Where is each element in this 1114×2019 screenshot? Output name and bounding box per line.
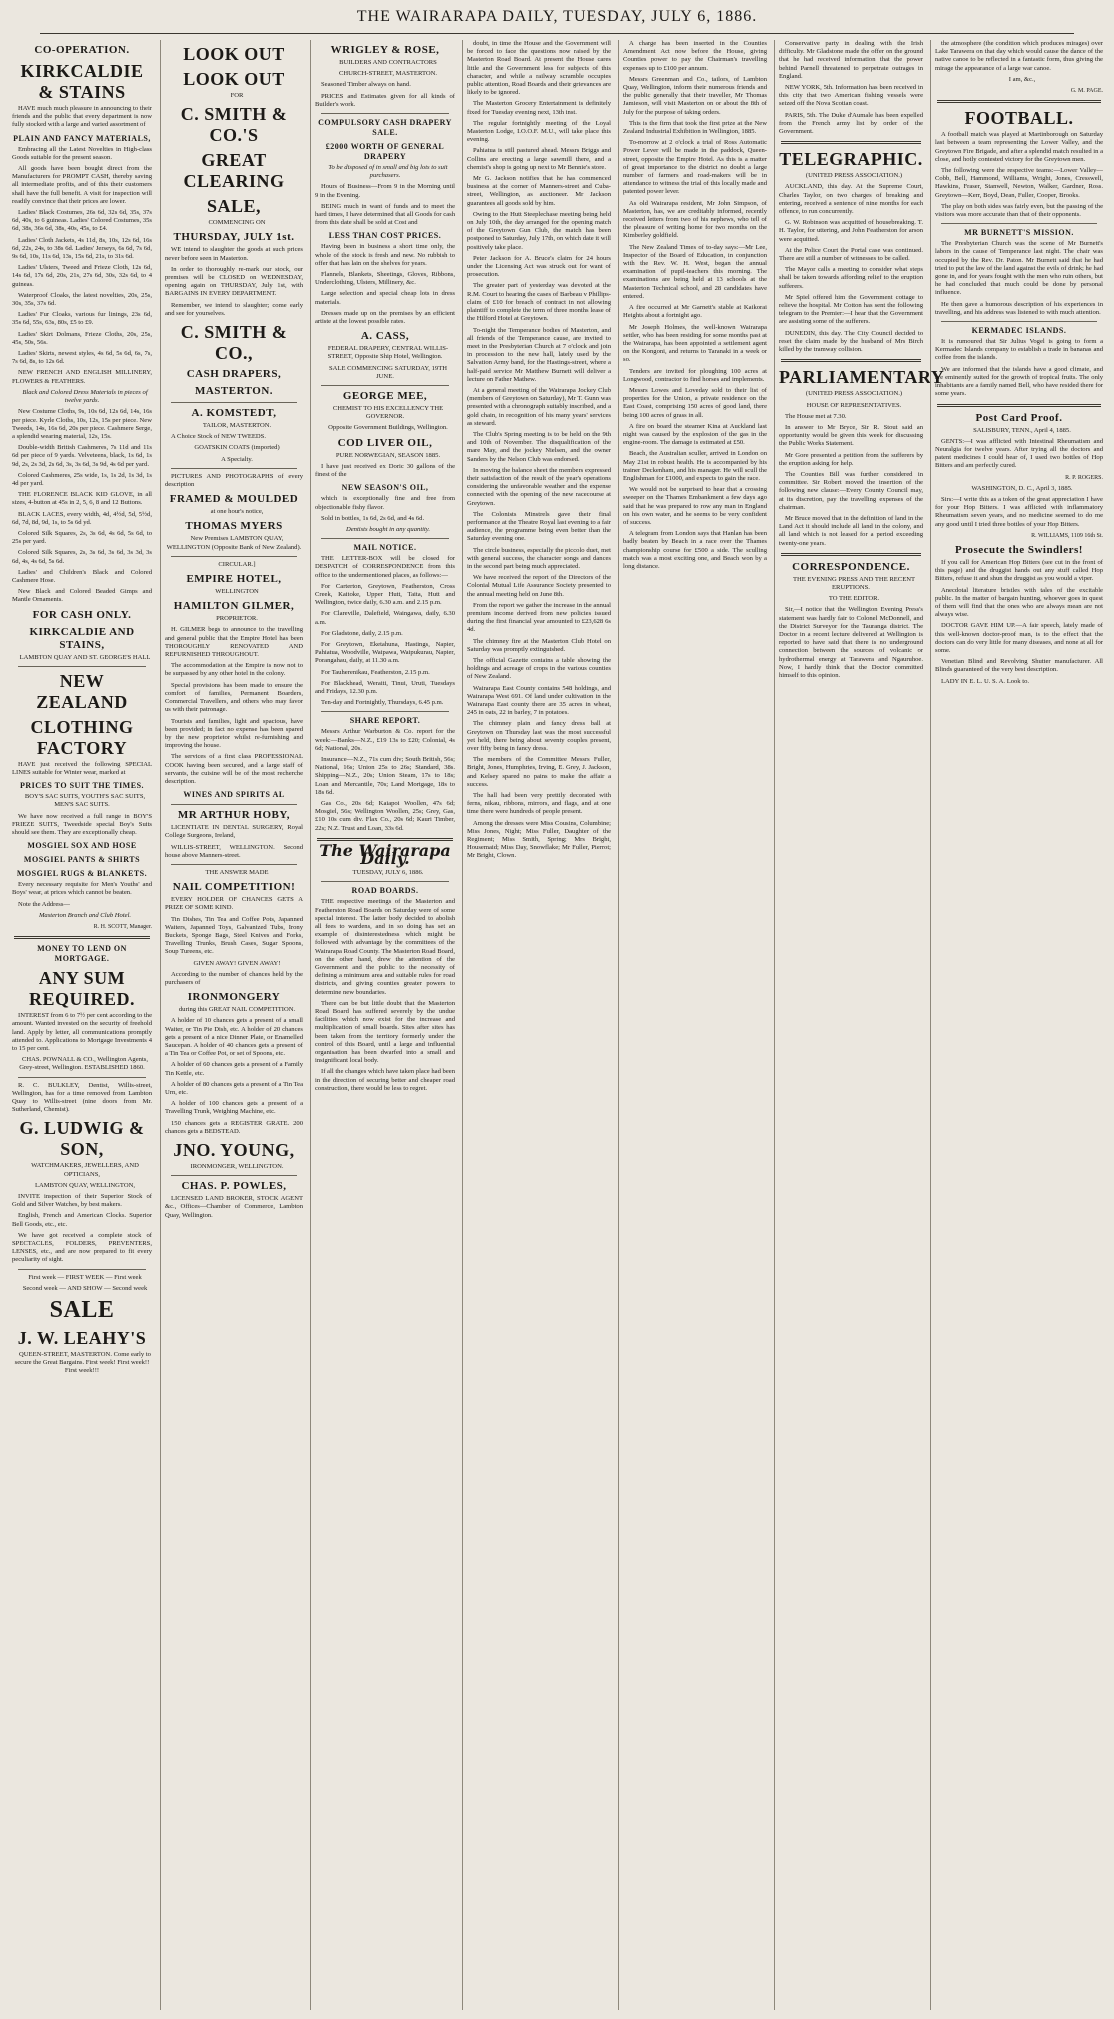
article-text: The Counties Bill was further considered in committee. Sir Robert moved the insertion of the following new clause:—Every County Council may, at its discretion, pay the travelling expenses of the chairman.: [779, 470, 923, 511]
ad-text: Ladies' Skirt Dolmans, Frieze Cloths, 20s, 25s, 45s, 50s, 56s.: [12, 330, 152, 346]
ad-text: at one hour's notice,: [210, 508, 264, 516]
article-text: From the report we gather the increase in the annual premium income derived from new policies issued during the first financial year amounted to £23,628 6s 4d.: [467, 601, 611, 634]
heading-arthur-hoby: MR ARTHUR HOBY,: [177, 809, 291, 822]
ad-text: QUEEN-STREET, MASTERTON. Come early to secure the Great Bargains. First week! First week!! First week!!!: [14, 1351, 151, 1375]
ad-text: Hours of Business—From 9 in the Morning until 9 in the Evening.: [315, 183, 455, 199]
article-text: The members of the Committee Messrs Fuller, Bright, Jones, Humphries, Irving, E. Grey, J. Jackson, and Kelsey spared no pains to make the affair a success.: [467, 756, 611, 788]
article-text: Mr Spiel offered him the Government cottage to relieve the hospital. Mr Cotton has sent the following telegram to the Premier:—I hear that the Government are assisting some of the sufferers.: [779, 293, 923, 326]
heading-leahy: J. W. LEAHY'S: [17, 1328, 147, 1349]
divider: [18, 1077, 146, 1078]
ad-text: We have got received a complete stock of SPECTACLES, FOLDERS, PREVENTERS, LENSES, etc., and are now prepared to fit every peculiarity of sight.: [12, 1231, 152, 1264]
divider: [321, 113, 449, 114]
ad-text: A holder of 10 chances gets a present of a small Waiter, or Tin Pie Dish, etc. A holder of 20 chances gets a present of a nice Dinner Plate, or Enamelled Saucepan. A holder of 40 chances gets a present of a Tin Tea or Coffee Pot, or set of Spoons, etc.: [165, 1017, 303, 1058]
article-text: R. WILLIAMS, 1109 16th St.: [1031, 532, 1103, 539]
heading-wrigley: WRIGLEY & ROSE,: [330, 44, 440, 56]
article-text: Owing to the Hutt Steeplechase meeting being held on July 10th, the day arranged for the opening match of the Greytown Gun Club, the match has been postponed to Saturday, July 17th, on which date it will positively take place.: [467, 210, 611, 251]
ad-text: Black and Colored Dress Materials in pieces of twelve yards.: [22, 388, 148, 405]
heading-football: FOOTBALL.: [964, 108, 1074, 129]
heading-share-report: SHARE REPORT.: [349, 716, 421, 726]
article-text: The official Gazette contains a table showing the holdings and acreage of crops in the various counties of New Zealand.: [467, 657, 611, 681]
heading-mosgiel-sox: MOSGIEL SOX AND HOSE: [27, 841, 137, 851]
ad-text: First week — FIRST WEEK — First week: [28, 1273, 142, 1281]
heading-prices: PRICES TO SUIT THE TIMES.: [19, 781, 145, 791]
article-text: The circle business, especially the piccolo duet, met with general success, the character songs and dances in the second part being much appreciated.: [467, 546, 611, 570]
heading-new-season-oil: NEW SEASON'S OIL,: [341, 483, 429, 493]
article-text: This is the firm that took the first prize at the New Zealand Industrial Exhibition in Wellington, 1885.: [623, 119, 767, 136]
ad-text: during this GREAT NAIL COMPETITION.: [178, 1006, 296, 1014]
ad-text: BUILDERS AND CONTRACTORS: [339, 59, 437, 66]
article-text: The hall had been very prettily decorated with ferns, nikau, ribbons, mirrors, and flags, and at one time there were hundreds of people present.: [467, 792, 611, 816]
ad-text: The services of a first class PROFESSIONAL COOK having been secured, and a large staff of servants, the cuisine will be of the most recherche description.: [165, 753, 303, 785]
ad-text: In order to thoroughly re-mark our stock, our premises will be CLOSED on WEDNESDAY, opening again on THURSDAY, July 1st, with BARGAINS IN EVERY DEPARTMENT.: [165, 265, 303, 298]
ad-text: BOY'S SAC SUITS, YOUTH'S SAC SUITS, MEN'S SAC SUITS.: [24, 793, 146, 809]
ad-text: A Specialty.: [221, 455, 253, 463]
article-text: The Mayor calls a meeting to consider what steps shall be taken towards affording relief to the eruption sufferers.: [779, 266, 923, 290]
ad-text: INVITE inspection of their Superior Stock of Gold and Silver Watches, by best makers.: [12, 1193, 152, 1209]
article-text: Beach, the Australian sculler, arrived in London on May 21st in robust health. He is accompanied by his trainer Deckenham, and his manager. He will scull the Englishman for £1000, and expects to gain the race.: [623, 450, 767, 482]
article-text: It is rumoured that Sir Julius Vogel is going to form a Kermadec Islands company to establish a trade in bananas and coffee from the islands.: [935, 338, 1103, 362]
ad-text: A Choice Stock of NEW TWEEDS.: [171, 433, 266, 441]
ad-text: New Premises LAMBTON QUAY, WELLINGTON (Opposite Bank of New Zealand).: [166, 535, 302, 551]
ad-text: Embracing all the Latest Novelties in High-class Goods suitable for the present season.: [12, 145, 152, 161]
article-text: I am, &c.,: [1008, 75, 1036, 83]
heading-powles: CHAS. P. POWLES,: [181, 1180, 287, 1193]
divider: [321, 385, 449, 386]
ad-text: LAMBTON QUAY AND ST. GEORGE'S HALL: [19, 653, 151, 661]
article-text: The regular fortnightly meeting of the Loyal Masterton Lodge, I.O.O.F. M.U., will take place this evening.: [467, 119, 611, 144]
ad-text: Colored Silk Squares, 2s, 3s 6d, 3s 6d, 3s 3d, 3s 6d, 4s, 4s 6d, 5s 6d.: [12, 549, 152, 565]
ad-text: Waterproof Cloaks, the latest novelties, 20s, 25s, 30s, 35s, 37s 6d.: [12, 291, 152, 308]
heading-co-operation: CO-OPERATION.: [34, 44, 130, 56]
ad-text: Masterton Branch and Club Hotel.: [38, 911, 132, 919]
heading-jno-young: JNO. YOUNG,: [173, 1140, 295, 1161]
ad-text: A holder of 80 chances gets a present of a Tin Tea Urn, etc.: [165, 1080, 303, 1096]
ad-text: WILLIS-STREET, WELLINGTON. Second house above Manners-street.: [165, 843, 303, 859]
article-text: A football match was played at Martinborough on Saturday last between a team representing the Lower Valley, and the Greytown Fire Brigade, and after a splendid match resulted in a close, and hotly contested victory for the Greytown men.: [935, 131, 1103, 163]
ad-text: Ladies' Cloth Jackets, 4s 11d, 8s, 10s, 12s 6d, 16s 6d, 22s, 24s, to 38s 6d. Ladies' Jerseys, 6s 6d, 7s 6d, 9s 6d, 10s, 11s 6d, 13s, 15s 6d, 21s, to 31s 6d.: [12, 236, 152, 261]
article-text: NEW YORK, 5th. Information has been received in this city that two American fishing vessels were seized off the Nova Scotian coast.: [779, 84, 923, 108]
article-text: The House met at 7.30.: [785, 412, 847, 420]
article-text: (UNITED PRESS ASSOCIATION.): [805, 172, 903, 180]
ad-text: COMMENCING ON: [208, 219, 266, 227]
article-text: Among the dresses were Miss Cousins, Columbine; Miss Jones, Night; Miss Fuller, Daughter of the Regiment; Miss Smith, Spring; Mrs Bright, Housemaid; Miss Day, Snowflake; Mr Fuller, Pierrot; Mr Bright, Clown.: [467, 819, 611, 860]
divider: [941, 223, 1097, 224]
divider: [321, 881, 449, 882]
column-3: [310, 40, 459, 2010]
ad-text: BEING much in want of funds and to meet the hard times, I have determined that all Goods for cash from this date shall be sold at Cost and: [315, 202, 455, 227]
heading-any-sum: ANY SUM REQUIRED.: [28, 968, 135, 1010]
ad-text: Ladies' Black Costumes, 26s 6d, 32s 6d, 35s, 37s 6d, 40s, to 6 guineas. Ladies' Colored Costumes, 35s 6d, 38s, 36s 6d, 38s, 40s, 45s, to £4.: [12, 209, 152, 233]
article-text: Anecdotal literature bristles with tales of the excitable public. In the matter of bargain hunting, whoever goes in quest of them will find that the ones who are always mean are not always wise.: [935, 586, 1103, 619]
heading-c-smith: C. SMITH & CO.'S: [180, 104, 288, 146]
article-text: At a general meeting of the Wairarapa Jockey Club (members of Greytown on Saturday), Mr T. Gunn was presented with a chronograph suitably inscribed, and a gold chain, in recognition of his many years' services as steward.: [467, 386, 611, 427]
ad-text: THE ANSWER MADE: [205, 868, 269, 876]
article-text: Insurance—N.Z., 71s cum div; South British, 56s; National, 16s; Union 25s to 26s; Standard, 38s. Shipping—N.Z., 20s; Union Steam, 17s to 18s; Loan and Mercantile, 70s; Land Mortgage, 18s to 18s 6d.: [315, 755, 455, 796]
article-text: R. P. ROGERS.: [1065, 474, 1103, 481]
divider: [171, 864, 297, 865]
ad-text: Having been in business a short time only, the whole of the stock is fresh and new. No rubbish to offer that has lain on the shelves for years.: [315, 243, 455, 267]
ad-text: I have just received ex Doric 30 gallons of the finest of the: [315, 462, 455, 479]
ad-text: Opposite Government Buildings, Wellington.: [328, 424, 448, 432]
article-text: Messrs Lowes and Loveday sold to their list of properties for the Union, a private residence on the East Coast, comprising 150 acres of good land, there being 100 acres of grass in all.: [623, 386, 767, 419]
column-2: [160, 40, 307, 2010]
ad-text: Note the Address—: [18, 900, 71, 908]
article-text: The chimney fire at the Masterton Club Hotel on Saturday was promptly extinguished.: [467, 637, 611, 653]
ad-text: THE FLORENCE BLACK KID GLOVE, in all sizes, 4-button at 45s in 2, 5, 6, 8 and 12 Buttons.: [12, 491, 152, 507]
article-text: Peter Jackson for A. Bruce's claim for 24 hours under the Licensing Act was struck out for want of prosecution.: [467, 254, 611, 279]
heading-kirkcaldie: KIRKCALDIE & STAINS: [20, 61, 144, 102]
article-text: As old Wairarapa resident, Mr John Simpson, of Masterton, has, we are creditably informed, recently received letters from two of his nephews, who tell of the pleasure of writing home for two months on the Kimberley goldfield.: [623, 199, 767, 240]
ad-text: New Costume Cloths, 9s, 10s 6d, 12s 6d, 14s, 16s per piece. Kyrle Cloths, 10s, 12s, 15s per piece. New Tweeds, 14s, 16s 6d, 20s per piece. Cashmere Serge, a splendid wearing material, 12s, 15s.: [12, 408, 152, 440]
divider: [781, 553, 921, 556]
article-text: LADY IN E. L. U. S. A. Look to.: [941, 677, 1030, 685]
article-text: The following were the respective teams:—Lower Valley—Cobb, Bell, Hammond, Williams, Wright, Jones, Cresswell, Hawkins, Fraser, Stanwell, Newton, Walker, Gardner, Ross. Greytown—Kerr, Boyd, Dean, Fuller, Cooper, Brooks.: [935, 167, 1103, 199]
ad-text: GIVEN AWAY! GIVEN AWAY!: [193, 959, 281, 967]
ad-text: Sold in bottles, 1s 6d, 2s 6d, and 4s 6d.: [321, 514, 425, 522]
ad-text: Flannels, Blankets, Sheetings, Gloves, Ribbons, Underclothing, Ulsters, Millinery, &c.: [315, 271, 455, 287]
article-text: THE EVENING PRESS AND THE RECENT ERUPTIONS.: [792, 575, 916, 591]
ad-text: Tin Dishes, Tin Tea and Coffee Pots, Japanned Waiters, Japanned Toys, Galvanized Tubs, Irony Buckets, Sponge Bags, Steel Knives and Forks, Travelling Trunks, Brush Cases, Sugar Spoons, Soup Tureens, etc.: [165, 915, 303, 956]
heading-new-zealand: NEW ZEALAND: [36, 670, 128, 712]
heading-burnett-mission: MR BURNETT'S MISSION.: [964, 228, 1074, 238]
ad-text: CIRCULAR.]: [218, 560, 256, 568]
article-text: A telegram from London says that Hanlan has been badly beaten by Beach in a race over the Thames championship course for £500 a side. The sculling match was a most exciting one, and Beach won by a long distance.: [623, 530, 767, 570]
divider: [171, 468, 297, 469]
masthead-title: THE WAIRARAPA DAILY, TUESDAY, JULY 6, 1886.: [356, 8, 758, 25]
ad-text: New Black and Colored Beaded Gimps and Mantle Ornaments.: [12, 588, 152, 604]
ad-text: According to the number of chances held by the purchasers of: [165, 970, 303, 986]
article-text: HOUSE OF REPRESENTATIVES.: [806, 401, 902, 409]
divider: [14, 936, 150, 939]
heading-money: MONEY TO LEND ON MORTGAGE.: [37, 944, 127, 964]
ad-text: For Blackhead, Weraiti, Tinui, Uruti, Tuesdays and Fridays, 12.30 p.m.: [315, 679, 455, 695]
ad-text: PROPRIETOR.: [216, 615, 258, 623]
ad-text: Ladies' and Children's Black and Colored Cashmere Hose.: [12, 568, 152, 584]
article-text: Venetian Blind and Revolving Shutter manufacturer. All Blinds guaranteed of the very best description.: [935, 658, 1103, 674]
heading-materials: PLAIN AND FANCY MATERIALS,: [13, 133, 151, 143]
ad-text: The accommodation at the Empire is now not to be surpassed by any other hotel in the colony.: [165, 662, 303, 678]
issue-date: TUESDAY, JULY 6, 1886.: [352, 869, 424, 877]
heading-post-card-proof: Post Card Proof.: [975, 411, 1063, 424]
article-text: The chimney plain and fancy dress ball at Greytown on Thursday last was the most successful yet held, there being about seventy couples present, over fifty being in fancy dress.: [467, 720, 611, 753]
heading-mosgiel-pants: MOSGIEL PANTS & SHIRTS: [23, 855, 141, 865]
ad-text: PICTURES AND PHOTOGRAPHS of every description: [165, 472, 303, 489]
divider: [171, 804, 297, 805]
article-text: There can be but little doubt that the Masterton Road Board has suffered severely by the undue facilities which now exist for the increase and multiplication of small boards. Sites after sites has been taken from the territory formerly under the control of this Board, until a large and influential organisation has been dwarfed into a small and insignificant local body.: [315, 999, 455, 1065]
divider: [937, 404, 1101, 407]
ad-text: Second week — AND SHOW — Second week: [22, 1284, 148, 1292]
ad-text: INTEREST from 6 to 7½ per cent according to the amount. Wanted invested on the security of freehold land. Apply by letter, all communications promptly attended to. Applications to Mortgage Investments 4 to 15 per cent.: [12, 1012, 152, 1053]
masthead: [0, 0, 1114, 34]
ad-text: LAMBTON QUAY, WELLINGTON,: [34, 1181, 135, 1189]
heading-compulsory-sale: COMPULSORY CASH DRAPERY SALE.: [318, 118, 452, 138]
newspaper-title: The Wairarapa Daily.: [319, 840, 451, 868]
heading-correspondence: CORRESPONDENCE.: [792, 560, 910, 573]
heading-cash-drapers: CASH DRAPERS,: [186, 368, 282, 381]
heading-komstedt: A. KOMSTEDT,: [191, 407, 277, 420]
ad-text: WATCHMAKERS, JEWELLERS, AND OPTICIANS,: [31, 1162, 139, 1178]
heading-prosecute: Prosecute the Swindlers!: [955, 543, 1083, 556]
heading-kirkcaldie-2: KIRKCALDIE AND STAINS,: [29, 625, 135, 651]
heading-wines: WINES AND SPIRITS AL: [183, 790, 285, 800]
article-text: Gas Co., 20s 6d; Kaiapoi Woollen, 47s 6d; Mosgiel, 56s; Wellington Woollen, 25s; Grey, Gas, £10 10s cum div. Flax Co., 20s 6d; Kauri Timber, 22s; N.Z. Trust and Loan, 33s 6d.: [315, 799, 455, 832]
ad-text: CHEMIST TO HIS EXCELLENCY THE GOVERNOR.: [332, 405, 444, 421]
ad-text: GOATSKIN COATS (imported): [194, 444, 280, 452]
heading-great-clearing: GREAT CLEARING: [183, 150, 285, 192]
article-text: Mr Gore presented a petition from the sufferers by the eruption asking for help.: [779, 451, 923, 467]
heading-ironmongery: IRONMONGERY: [187, 991, 281, 1004]
heading-mosgiel-rugs: MOSGIEL RUGS & BLANKETS.: [16, 869, 148, 879]
article-text: Sirs:—I write this as a token of the great appreciation I have for your Hop Bitters. I was afflicted with inflammatory Rheumatism seven years, and no medicine seemed to do me any good until I tried three bottles of your Hop Bitters.: [935, 495, 1103, 528]
ad-text: THE LETTER-BOX will be closed for DESPATCH of CORRESPONDENCE from this office to the undermentioned places, as follows:—: [315, 555, 455, 579]
heading-cash-only: FOR CASH ONLY.: [32, 608, 132, 621]
article-text: The greater part of yesterday was devoted at the R.M. Court to hearing the cases of Barbeau v Phillips-claim of £10 for breach of contract in not allowing plaintiff to complete the term of three months lease of the Hilford Hotel at Greytown.: [467, 282, 611, 323]
heading-look-out-1: LOOK OUT: [183, 44, 285, 64]
article-text: THE respective meetings of the Masterton and Featherston Road Boards on Saturday were of some special interest. The latter body decided to abolish all fees to wardens, and in so doing has set an example of disinterestedness which might be followed with advantage by the committees of the Wairarapa Road County. The Masterton Road Board, on the other hand, drew the attention of the Government and the public to the necessity of defining a minimum area and suitable rules for road districts, and giving counties greater powers to determine new boundaries.: [315, 898, 455, 996]
divider: [18, 666, 146, 667]
ad-text: We have now received a full range in BOY'S FRIEZE SUITS, Tweedside special Boy's Suits should see them. They are exceptionally cheap.: [12, 812, 152, 836]
ad-text: which is exceptionally fine and free from objectionable fishy flavor.: [315, 495, 455, 511]
divider: [171, 402, 297, 403]
ad-text: Colored Cashmeres, 25s wide, 1s, 1s 2d, 1s 3d, 1s 4d per yard.: [12, 471, 152, 487]
column-5: [618, 40, 771, 2010]
heading-thursday: THURSDAY, JULY 1st.: [173, 231, 295, 244]
article-text: GENTS:—I was afflicted with Intestinal Rheumatism and Neuralgia for twelve years. After trying all the doctors and patent medicines I could hear of, I used two bottles of Hop Bitters and am perfectly cured.: [935, 437, 1103, 470]
heading-mail-notice: MAIL NOTICE.: [353, 543, 417, 553]
heading-a-cass: A. CASS,: [360, 330, 410, 343]
divider: [781, 141, 921, 144]
article-text: The play on both sides was fairly even, but the passing of the visitors was more accurate than that of their opponents.: [935, 202, 1103, 219]
ad-text: TAILOR, MASTERTON.: [202, 422, 272, 430]
ad-text: Seasoned Timber always on hand.: [321, 81, 411, 89]
divider: [941, 321, 1097, 322]
ad-text: IRONMONGER, WELLINGTON.: [190, 1163, 284, 1171]
article-text: The Colonists Minstrels gave their final performance at the Theatre Royal last evening to a fair audience, the programme being even better than the Saturday evening one.: [467, 510, 611, 543]
article-text: To-night the Temperance bodies of Masterton, and all friends of the Temperance cause, are invited to meet in the Presbyterian Church at 7 o'clock and join in procession to the new hall, lately used by the Salvation Army band, for the Hastings-street, where a half-paid service Mr Matthew Burnett will deliver a lecture on Father Mathew.: [467, 326, 611, 383]
article-text: Messrs Greenman and Co., tailors, of Lambton Quay, Wellington, inform their numerous friends and the public generally that their traveller, Mr Thomas Jamieson, will visit Masterton on or about the 8th of July for the purpose of taking orders.: [623, 75, 767, 116]
heading-framed: FRAMED & MOULDED: [169, 493, 299, 506]
divider: [321, 711, 449, 712]
ad-text: R. C. BULKLEY, Dentist, Willis-street, Wellington, has for a time removed from Lambton Quay to Willis-street (nine doors from Mr. Sutherland, Chemist).: [12, 1081, 152, 1114]
heading-ludwig: G. LUDWIG & SON,: [19, 1118, 145, 1160]
article-text: He then gave a humorous description of his experiences in travelling, and his address was listened to with much attention.: [935, 300, 1103, 316]
article-text: Sir,—I notice that the Wellington Evening Press's statement was hardly fair to Colonel McDonnell, and the District Surveyor for the Tauranga district. The Doctor in a recent lecture delivered at Wellington is reported to have said that there is no underground connection between the sources of volcanic or hydrothermal energy at Tarawera and Ngauruhoe. Now, I hardly think that the Doctor committed himself to this opinion.: [779, 606, 923, 679]
article-text: In moving the balance sheet the members expressed their satisfaction of the result of the year's operations considering the unfavorable weather and the expense connected with the opening of the new racecourse at Greytown.: [467, 466, 611, 507]
ad-text: Every necessary requisite for Men's Youths' and Boys' wear, at prices which cannot be beaten.: [12, 881, 152, 897]
heading-kermadec: KERMADEC ISLANDS.: [971, 326, 1067, 336]
article-text: doubt, in time the House and the Government will be forced to face the questions now raised by the Masterton Road Board. At present the House cares little and the Government less for subjects of this character, and while a railway scramble occupies public attention, Road Boards and their grievances are likely to be ignored.: [467, 40, 611, 97]
ad-text: LICENTIATE IN DENTAL SURGERY, Royal College Surgeons, Ireland,: [165, 824, 303, 840]
ad-text: H. GILMER begs to announce to the travelling and general public that the Empire Hotel has been THOROUGHLY RENOVATED AND REFURNISHED THROUGHOUT.: [165, 626, 303, 659]
article-text: A charge has been inserted in the Counties Amendment Act now before the House, giving Counties power to pay the Chairman's travelling expenses up to £100 per annum.: [623, 40, 767, 72]
article-text: (UNITED PRESS ASSOCIATION.): [805, 390, 903, 398]
heading-road-boards: ROAD BOARDS.: [351, 886, 419, 896]
article-text: The Presbyterian Church was the scene of Mr Burnett's labors in the cause of Temperance last night. The chair was occupied by the Rev. Dr. Paton. Mr Burnett said that he had tried to put the law of the land against the evils of drink; he had gone in, and for years fought with the men who ruin others, but he had concluded that much could be done by personal influence.: [935, 240, 1103, 297]
ad-text: WE intend to slaughter the goods at such prices never before seen in Masterton.: [165, 246, 303, 262]
divider: [18, 1269, 146, 1270]
article-text: A fire on board the steamer Kina at Auckland last night was caused by the explosion of the gas in the engine-room. The damage is estimated at £50.: [623, 422, 767, 447]
ad-text: For Clareville, Dalefield, Waingawa, daily, 6.30 a.m.: [315, 610, 455, 626]
ad-text: To be disposed of in small and big lots to suit purchasers.: [328, 164, 448, 180]
article-text: Mr G. Jackson notifies that he has commenced business at the corner of Manners-street and Cuba-street, Wellington, as auctioneer. Mr Jackson guarantees all goods sold by him.: [467, 175, 611, 207]
article-text: In answer to Mr Bryce, Sir R. Stout said an opportunity would be given this week for discussing the Public Works Statement.: [779, 423, 923, 448]
ad-text: FEDERAL DRAPERY, CENTRAL WILLIS-STREET, Opposite Ship Hotel, Wellington.: [327, 345, 449, 361]
article-text: SALISBURY, TENN., April 4, 1885.: [973, 426, 1071, 434]
ad-text: English, French and American Clocks. Superior Bell Goods, etc., etc.: [12, 1212, 152, 1228]
heading-parliamentary: PARLIAMENTARY: [779, 367, 945, 388]
ad-text: HAVE just received the following SPECIAL LINES suitable for Winter wear, marked at: [12, 760, 152, 776]
heading-nail-competition: NAIL COMPETITION!: [172, 881, 296, 894]
heading-c-smith-2: C. SMITH & CO.,: [180, 322, 288, 364]
ad-text: Colored Silk Squares, 2s, 3s 6d, 4s 6d, 5s 6d, to 25s per yard.: [12, 529, 152, 546]
ad-text: 150 chances gets a REGISTER GRATE. 200 chances gets a BEDSTEAD.: [165, 1119, 303, 1135]
ad-text: LICENSED LAND BROKER, STOCK AGENT &c., Offices—Chamber of Commerce, Lambton Quay, Wellington.: [165, 1195, 303, 1219]
article-text: If you call for American Hop Bitters (see cut in the front of this page) and the druggist hands out any stuff called Hop Bitters, refuse it and shun the druggist as you would a viper.: [935, 558, 1103, 583]
article-text: G. M. PAGE.: [1070, 88, 1103, 95]
heading-empire-hotel: EMPIRE HOTEL,: [186, 573, 282, 586]
ad-text: Tourists and families, light and spacious, have been provided; in fact no expense has been spared by the new proprietor whilst re-furnishing and improving the house.: [165, 717, 303, 750]
article-text: A fire occurred at Mr Garnett's stable at Kaikorai Heights about a fortnight ago.: [623, 304, 767, 320]
article-text: At the Police Court the Portal case was continued. There are still a number of witnesses to be called.: [779, 246, 923, 263]
column-6: [774, 40, 945, 2010]
article-text: Wairarapa East County contains 548 holdings, and Wairarapa West 691. Of land under cultivation in the Wairarapa East county there are 35 acres in wheat, 245 in oats, 22 in barley, 7 in potatoes.: [467, 684, 611, 717]
article-text: We are informed that the islands have a good climate, and are eminently suited for the growth of tropical fruits. The only inhabitants are a family named Bell, who have resided there for some years.: [935, 365, 1103, 398]
heading-drapery-worth: £2000 WORTH OF GENERAL DRAPERY: [325, 142, 445, 162]
heading-sale: SALE: [49, 1297, 115, 1324]
article-text: DUNEDIN, this day. The City Council decided to reset the claim made by the husband of Mrs Birch killed by the tramway collision.: [779, 329, 923, 354]
ad-text: Ladies' Ulsters, Tweed and Frieze Cloth, 12s 6d, 14s 6d, 17s 6d, 20s, 21s, 27s 6d, 30s, 32s 6d, to 4 guineas.: [12, 264, 152, 288]
article-text: The Masterton Grocery Entertainment is definitely fixed for Tuesday evening next, 13th inst.: [467, 100, 611, 116]
ad-text: PRICES and Estimates given for all kinds of Builder's work.: [315, 92, 455, 108]
ad-text: For Tauherenikau, Featherston, 2.15 p.m.: [321, 668, 430, 676]
article-text: To-morrow at 2 o'clock a trial of Ross Automatic Power Lever will be made in the paddock, Queen-street, opposite the Empire Hotel. As this is a matter of great importance to the district no doubt a large number of farmers and road-makers will be in attendance to witness the trial of this locally made and patented power lever.: [623, 139, 767, 196]
ad-text: EVERY HOLDER OF CHANCES GETS A PRIZE OF SOME KIND.: [165, 896, 303, 912]
ad-text: A holder of 100 chances gets a present of a Travelling Trunk, Weighing Machine, etc.: [165, 1100, 303, 1116]
divider: [321, 538, 449, 539]
ad-text: For Greytown, Eketahuna, Hastings, Napier, Pahiatua, Woodville, Waipawa, Waipukurau, Napier, Porangahau, daily, at 11.30 a.m.: [315, 640, 455, 665]
article-text: PARIS, 5th. The Duke d'Aumale has been expelled from the French army list by order of the Government.: [779, 111, 923, 136]
article-text: TO THE EDITOR.: [828, 595, 880, 603]
ad-text: BLACK LACES, every width, 4d, 4½d, 5d, 5½d, 6d, 7d, 8d, 9d, 1s, to 5s 6d yd.: [12, 510, 152, 526]
ad-text: For Gladstone, daily, 2.15 p.m.: [321, 629, 403, 637]
heading-telegraphic: TELEGRAPHIC.: [779, 149, 923, 170]
heading-george-mee: GEORGE MEE,: [342, 390, 428, 403]
ad-text: R. H. SCOTT, Manager.: [93, 924, 152, 930]
ad-text: Ladies' Fur Cloaks, various fur linings, 23s 6d, 35s 6d, 55s, 63s, 80s, £5 to £9.: [12, 311, 152, 327]
article-text: G. W. Robinson was acquitted of housebreaking. T. H. Taylor, for uttering, and John Featherston for arson were acquitted.: [779, 219, 923, 243]
ad-text: PURE NORWEGIAN, SEASON 1885.: [335, 451, 441, 459]
article-text: Tenders are invited for ploughing 100 acres at Longwood, contractor to find horses and implements.: [623, 367, 767, 383]
ad-text: All goods have been bought direct from the Manufacturers for PROMPT CASH, thereby saving all intermediate profits, and of this their customers shall have the full benefit. A visit for inspection will readily convince that their prices are lower.: [12, 165, 152, 205]
ad-text: WELLINGTON: [215, 588, 259, 596]
article-text: DOCTOR GAVE HIM UP.—A fair speech, lately made of this well-known doctor-proof man, is to the effect that the doctors can do very little for many diseases, and none at all for some.: [935, 622, 1103, 654]
masthead-rule: [40, 33, 1074, 34]
article-text: Conservative party in dealing with the Irish difficulty. Mr Gladstone made the offer on the ground that he had received information that the power behind Parnell threatened to perpetrate outrages in England.: [779, 40, 923, 80]
article-text: Mr Joseph Holmes, the well-known Wairarapa settler, who has been residing for some months past at the Wairarapa, has been appointed a settlement agent on the Kongoni, and returns to Taranaki in a week or so.: [623, 323, 767, 364]
article-text: Pahiatua is still pastured ahead. Messrs Briggs and Collins are erecting a large sawmill there, and a chemist's shop is going up next to Mr Bennie's store.: [467, 147, 611, 171]
heading-thomas-myers: THOMAS MYERS: [185, 520, 283, 533]
ad-text: SALE COMMENCING SATURDAY, 19TH JUNE.: [329, 364, 447, 380]
ad-text: Dresses made up on the premises by an efficient artiste at the lowest possible rates.: [315, 309, 455, 326]
article-text: We have received the report of the Directors of the Colonial Mutual Life Assurance Society presented to the annual meeting held on June 8th.: [467, 574, 611, 598]
ad-text: HAVE much much pleasure in announcing to their friends and the public that every department is now fully stocked with a large and varied assortment of: [12, 105, 152, 129]
heading-sale: SALE,: [206, 196, 262, 217]
heading-less-than-cost: LESS THAN COST PRICES.: [328, 231, 442, 241]
article-text: Mr Bruce moved that in the definition of land in the Land Act it should include all land in the colony, and all land which is not leased for a period exceeding twenty-one years.: [779, 514, 923, 547]
column-7: [930, 40, 1107, 2010]
ad-text: A holder of 60 chances gets a present of a Family Tin Kettle, etc.: [165, 1061, 303, 1077]
ad-text: Large selection and special cheap lots in dress materials.: [315, 290, 455, 306]
divider: [781, 359, 921, 362]
ad-text: CHAS. POWNALL & CO., Wellington Agents, Grey-street, Wellington. ESTABLISHED 1860.: [19, 1056, 149, 1072]
heading-masterton: MASTERTON.: [194, 385, 274, 398]
divider: [171, 556, 297, 557]
article-text: Messrs Arthur Warburton & Co. report for the week:—Banks—N.Z., £19 13s to £20; Colonial, 4s 6d; National, 20s.: [315, 728, 455, 752]
heading-hamilton-gilmer: HAMILTON GILMER,: [173, 600, 295, 613]
ad-text: Ten-day and Fortnightly, Thursdays, 6.45 p.m.: [321, 699, 444, 707]
ad-text: Double-width British Cashmeres, 7s 11d and 11s 6d per piece of 9 yards. Velveteens, black, 1s 6d, 1s 9d, 2s, 2s 3d, 2s 6d, 3s, 3s 6d, 3s 9d, 4s 6d per yard.: [12, 444, 152, 468]
article-text: If all the changes which have taken place had been in the direction of securing better and cheaper road construction, there would be less to regret.: [315, 1068, 455, 1092]
ad-text: CHURCH-STREET, MASTERTON.: [338, 70, 438, 78]
article-text: The New Zealand Times of to-day says:—Mr Lee, Inspector of the Board of Education, in conjunction with the Rev. W. H. West, began the annual examination of pupil-teachers this morning. The examinations are being held at 13 schools at the Masterton Technical school, and 28 candidates have entered.: [623, 243, 767, 300]
divider: [937, 100, 1101, 103]
ad-text: Special provisions has been made to ensure the comfort of families, Permanent Boarders, Commercial Travellers, and others who may favor us with their patronage.: [165, 681, 303, 714]
heading-clothing-factory: CLOTHING FACTORY: [30, 716, 134, 758]
heading-look-out-2: LOOK OUT: [183, 69, 285, 89]
article-text: the atmosphere (the condition which produces mirages) over Lake Tarawera on that day which would cause the dance of the native canoe to be reflected in a fantastic form, thus giving the mirage the appearance of a large war canoe.: [935, 40, 1103, 72]
column-4: [462, 40, 615, 2010]
divider: [171, 1175, 297, 1176]
ad-text: Ladies' Skirts, newest styles, 4s 6d, 5s 6d, 6s, 7s, 7s 6d, 8s, to 12s 6d.: [12, 350, 152, 366]
ad-text: For Carterton, Greytown, Featherston, Cross Creek, Kaitoke, Upper Hutt, Taita, Hutt and Wellington, twice daily, 6.30 a.m. and 2.15 p.m.: [315, 582, 455, 607]
heading-cod-liver-oil: COD LIVER OIL,: [337, 436, 433, 449]
ad-text: FOR: [230, 92, 244, 99]
article-text: WASHINGTON, D. C., April 3, 1885.: [971, 484, 1073, 492]
article-text: The Club's Spring meeting is to be held on the 9th and 10th of November. The disqualification of the mare May, and the jockey Nielsen, and the owner Sanders by the Nelson Club was endorsed.: [467, 430, 611, 463]
column-1: [8, 40, 156, 2010]
ad-text: Remember, we intend to slaughter; come early and see for yourselves.: [165, 301, 303, 317]
article-text: We would not be surprised to hear that a crossing sweeper on the Thames Embankment a few days ago said that he was prepared to row any man in England on his own water, and he seems to be very confident of success.: [623, 486, 767, 526]
article-text: AUCKLAND, this day. At the Supreme Court, Charles Taylor, on two charges of breaking and entering, received a sentence of nine months for each offence, to run concurrently.: [779, 183, 923, 216]
ad-text: Dentists bought in any quantity.: [345, 525, 431, 533]
ad-text: NEW FRENCH AND ENGLISH MILLINERY, FLOWERS & FEATHERS.: [12, 369, 152, 385]
